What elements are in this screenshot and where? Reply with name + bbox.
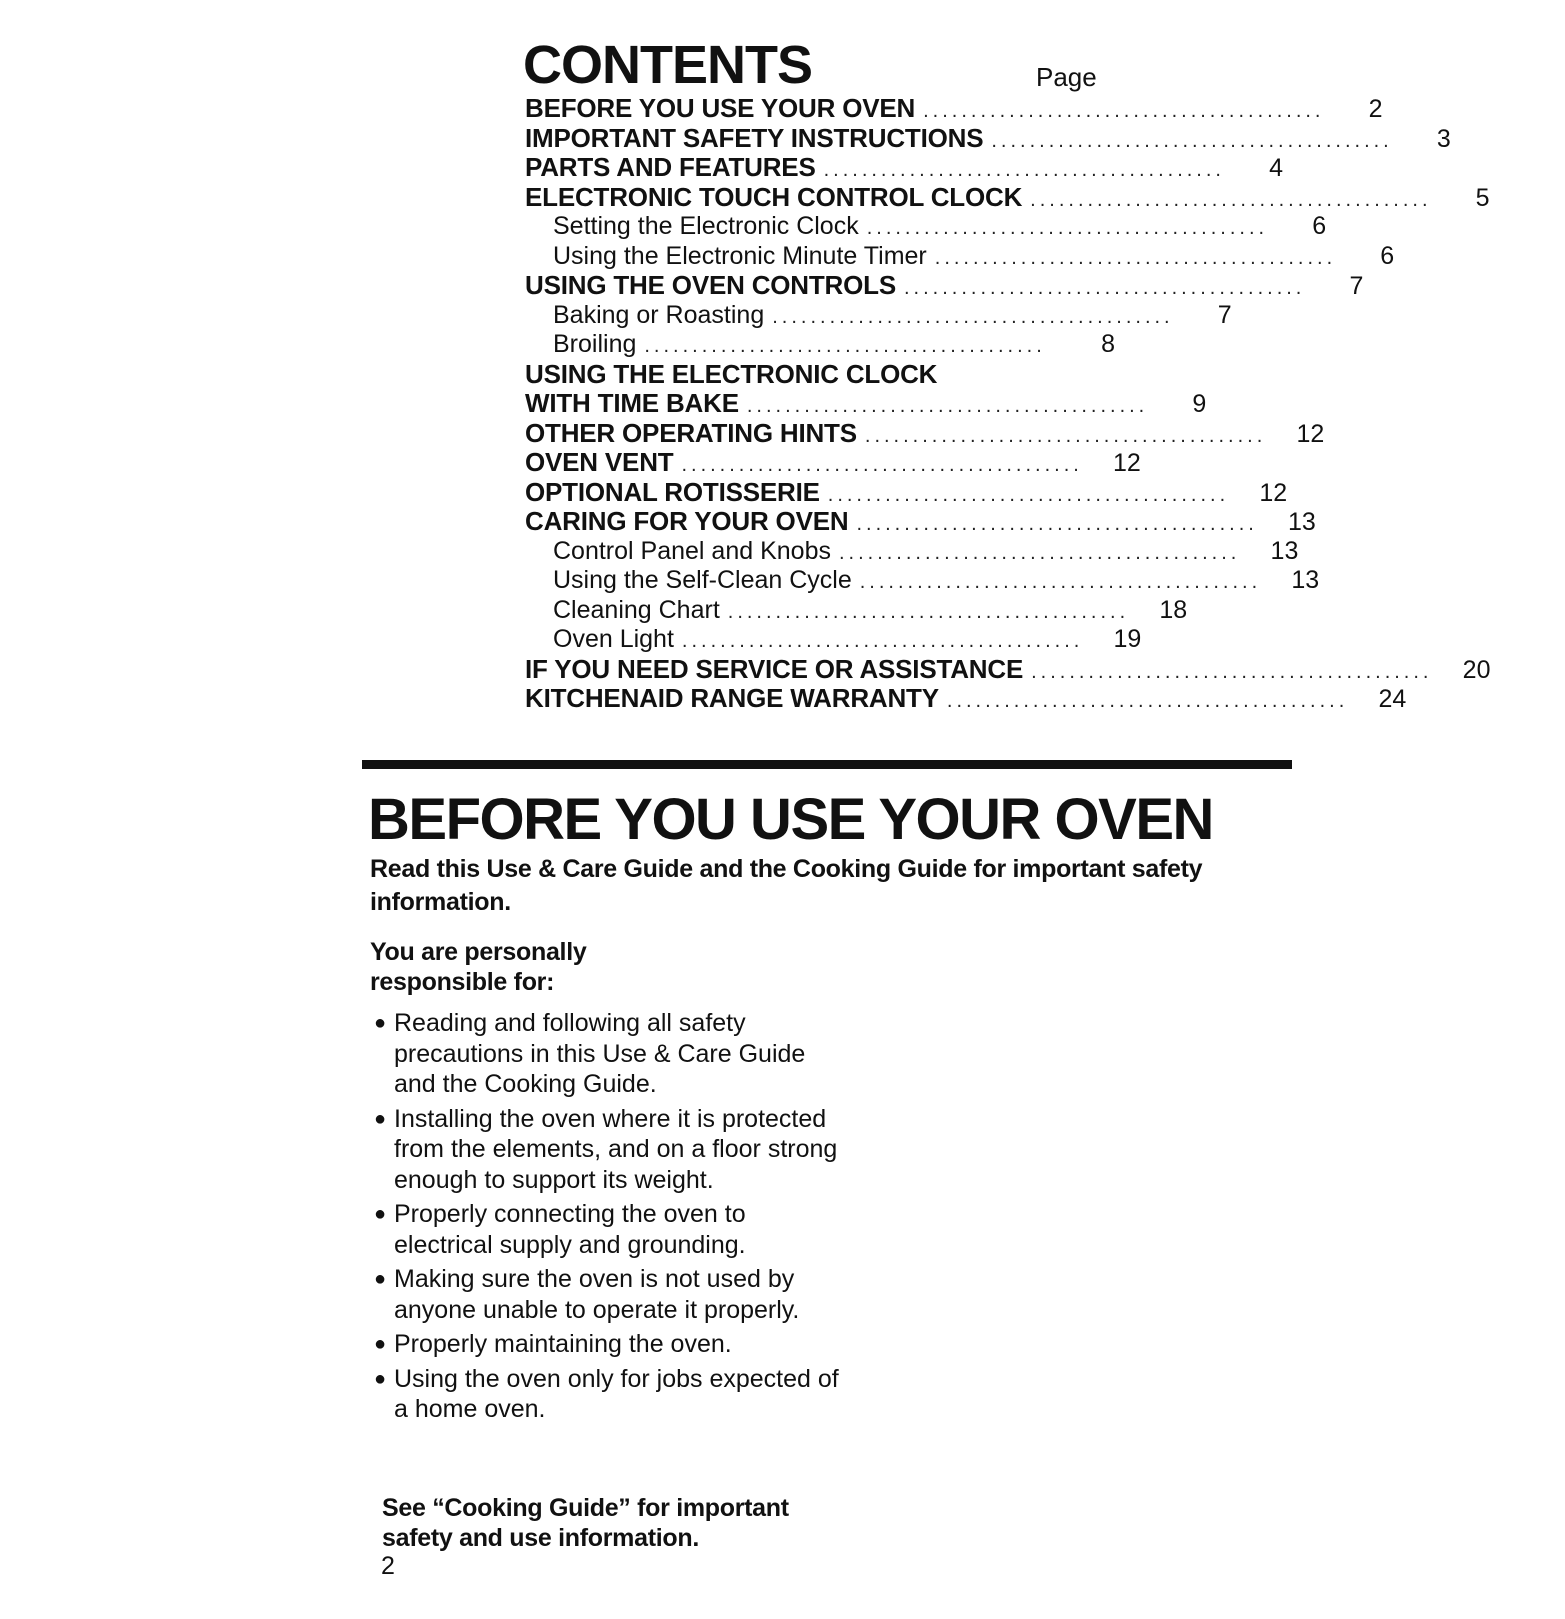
toc-entry-title: Baking or Roasting: [553, 300, 765, 329]
toc-entry-title: Control Panel and Knobs: [553, 536, 831, 565]
toc-leader-dots: ..........................................: [727, 600, 1130, 623]
toc-entry-page: 24: [1378, 685, 1407, 713]
toc-entry-page: 4: [1269, 154, 1283, 182]
toc-entry-title: WITH TIME BAKE: [525, 388, 739, 418]
toc-entry-title: PARTS AND FEATURES: [525, 152, 816, 182]
toc-entry-title: OVEN VENT: [525, 447, 674, 477]
list-item-text: Installing the oven where it is protected from the elements, and on a floor strong enough to support its weight.: [394, 1104, 838, 1194]
page-number: 2: [381, 1552, 395, 1580]
toc-entry[interactable]: [525, 181, 1490, 213]
toc-entry-title: BEFORE YOU USE YOUR OVEN: [525, 93, 916, 123]
toc-entry[interactable]: [525, 476, 1288, 508]
toc-leader-dots: ..........................................: [866, 217, 1269, 239]
list-item: [372, 1008, 842, 1100]
list-item: [372, 1104, 842, 1196]
toc-entry-page: 13: [1291, 566, 1320, 594]
toc-leader-dots: ..........................................: [864, 424, 1267, 447]
toc-entry-page: 13: [1288, 508, 1316, 536]
toc-entry-page: 6: [1312, 212, 1327, 240]
toc-entry-title: OPTIONAL ROTISSERIE: [525, 476, 820, 507]
toc-entry[interactable]: [525, 360, 1115, 390]
toc-entry-title: OTHER OPERATING HINTS: [525, 417, 857, 448]
toc-entry-page: 3: [1436, 124, 1451, 153]
toc-subentry[interactable]: [525, 625, 1142, 655]
toc-entry[interactable]: [525, 506, 1316, 537]
list-item-text: Reading and following all safety precautions in this Use & Care Guide and the Cooking Guide.: [394, 1009, 806, 1098]
list-item-text: Properly maintaining the oven.: [394, 1330, 732, 1358]
toc-entry-page: 19: [1113, 625, 1142, 653]
toc-subentry[interactable]: [525, 300, 1232, 331]
toc-entry-page: 7: [1349, 272, 1364, 300]
toc-leader-dots: ..........................................: [681, 454, 1083, 476]
toc-entry-title: CARING FOR YOUR OVEN: [525, 506, 849, 536]
toc-entry-page: 18: [1159, 595, 1188, 624]
toc-subentry[interactable]: [525, 566, 1320, 596]
toc-entry-title: IF YOU NEED SERVICE OR ASSISTANCE: [525, 653, 1024, 684]
section-title: BEFORE YOU USE YOUR OVEN: [368, 787, 1213, 852]
table-of-contents: [525, 93, 1491, 714]
list-item-text: Making sure the oven is not used by anyone unable to operate it properly.: [394, 1265, 800, 1324]
toc-entry-page: 7: [1217, 300, 1232, 329]
bullet-icon: ●: [374, 1333, 387, 1355]
page-column-label: Page: [1036, 62, 1097, 92]
toc-entry-page: 12: [1296, 419, 1325, 448]
toc-leader-dots: ..........................................: [827, 483, 1230, 506]
toc-entry[interactable]: [525, 653, 1491, 685]
toc-entry-page: 8: [1101, 330, 1115, 358]
bullet-icon: ●: [374, 1107, 387, 1130]
toc-entry[interactable]: [525, 683, 1407, 714]
toc-entry-title: USING THE ELECTRONIC CLOCK: [525, 358, 938, 389]
toc-leader-dots: ..........................................: [856, 513, 1258, 535]
toc-entry-page: 5: [1475, 183, 1490, 212]
toc-leader-dots: ..........................................: [923, 100, 1325, 122]
list-item: [372, 1199, 842, 1260]
toc-subentry[interactable]: [525, 536, 1299, 567]
toc-leader-dots: ..........................................: [644, 335, 1046, 357]
toc-leader-dots: ..........................................: [746, 395, 1149, 417]
toc-entry-title: Using the Electronic Minute Timer: [553, 241, 927, 270]
toc-entry-page: 12: [1259, 478, 1288, 507]
list-item-text: Properly connecting the oven to electrical supply and grounding.: [394, 1200, 746, 1259]
toc-subentry[interactable]: [525, 212, 1327, 242]
toc-leader-dots: ..........................................: [946, 690, 1349, 712]
toc-leader-dots: ..........................................: [1030, 188, 1432, 211]
intro-paragraph: Read this Use & Care Guide and the Cooking Guide for important safety information.: [370, 855, 1203, 916]
responsibility-list: [372, 1008, 842, 1429]
toc-entry[interactable]: [525, 447, 1141, 478]
toc-entry[interactable]: [525, 93, 1383, 124]
toc-entry-title: Using the Self-Clean Cycle: [553, 566, 852, 594]
toc-entry-title: Broiling: [553, 330, 637, 358]
toc-entry-title: USING THE OVEN CONTROLS: [525, 270, 896, 300]
closing-note: See “Cooking Guide” for important safety and use information.: [382, 1494, 789, 1552]
contents-title: CONTENTS: [523, 35, 812, 95]
toc-entry-title: Oven Light: [553, 625, 674, 653]
list-item-text: Using the oven only for jobs expected of a home oven.: [394, 1364, 839, 1423]
toc-entry-title: IMPORTANT SAFETY INSTRUCTIONS: [525, 122, 984, 153]
toc-leader-dots: ..........................................: [681, 630, 1084, 652]
toc-leader-dots: ..........................................: [903, 277, 1306, 299]
toc-leader-dots: ..........................................: [838, 541, 1241, 564]
toc-subentry[interactable]: [525, 241, 1395, 272]
toc-entry-page: 2: [1368, 95, 1383, 123]
toc-entry-page: 6: [1380, 241, 1395, 270]
toc-leader-dots: ..........................................: [772, 305, 1174, 328]
toc-entry[interactable]: [525, 388, 1207, 419]
toc-entry-page: 12: [1113, 449, 1141, 477]
toc-entry-page: 13: [1270, 536, 1299, 565]
list-item: [372, 1264, 842, 1325]
toc-leader-dots: ..........................................: [859, 571, 1262, 593]
bullet-icon: ●: [374, 1367, 387, 1390]
list-item: [372, 1364, 842, 1425]
toc-entry[interactable]: [525, 270, 1364, 301]
toc-entry-title: Cleaning Chart: [553, 595, 720, 624]
section-divider: [362, 760, 1292, 769]
toc-entry-title: KITCHENAID RANGE WARRANTY: [525, 683, 939, 713]
bullet-icon: ●: [374, 1012, 387, 1034]
list-item: [372, 1329, 842, 1360]
toc-subentry[interactable]: [525, 330, 1115, 360]
bullet-icon: ●: [374, 1268, 387, 1290]
toc-subentry[interactable]: [525, 595, 1188, 626]
bullet-icon: ●: [374, 1203, 387, 1225]
toc-entry[interactable]: [525, 417, 1325, 449]
toc-leader-dots: ..........................................: [823, 159, 1225, 181]
toc-leader-dots: ..........................................: [1031, 660, 1433, 683]
toc-leader-dots: ..........................................: [991, 129, 1393, 152]
toc-entry-page: 20: [1462, 655, 1491, 684]
toc-entry-title: ELECTRONIC TOUCH CONTROL CLOCK: [525, 181, 1023, 212]
toc-entry-title: Setting the Electronic Clock: [553, 212, 859, 240]
toc-entry[interactable]: [525, 122, 1451, 154]
toc-entry-page: 9: [1192, 390, 1207, 418]
responsibility-heading: You are personally responsible for:: [370, 938, 587, 996]
toc-leader-dots: ..........................................: [934, 246, 1337, 269]
toc-entry[interactable]: [525, 152, 1283, 183]
